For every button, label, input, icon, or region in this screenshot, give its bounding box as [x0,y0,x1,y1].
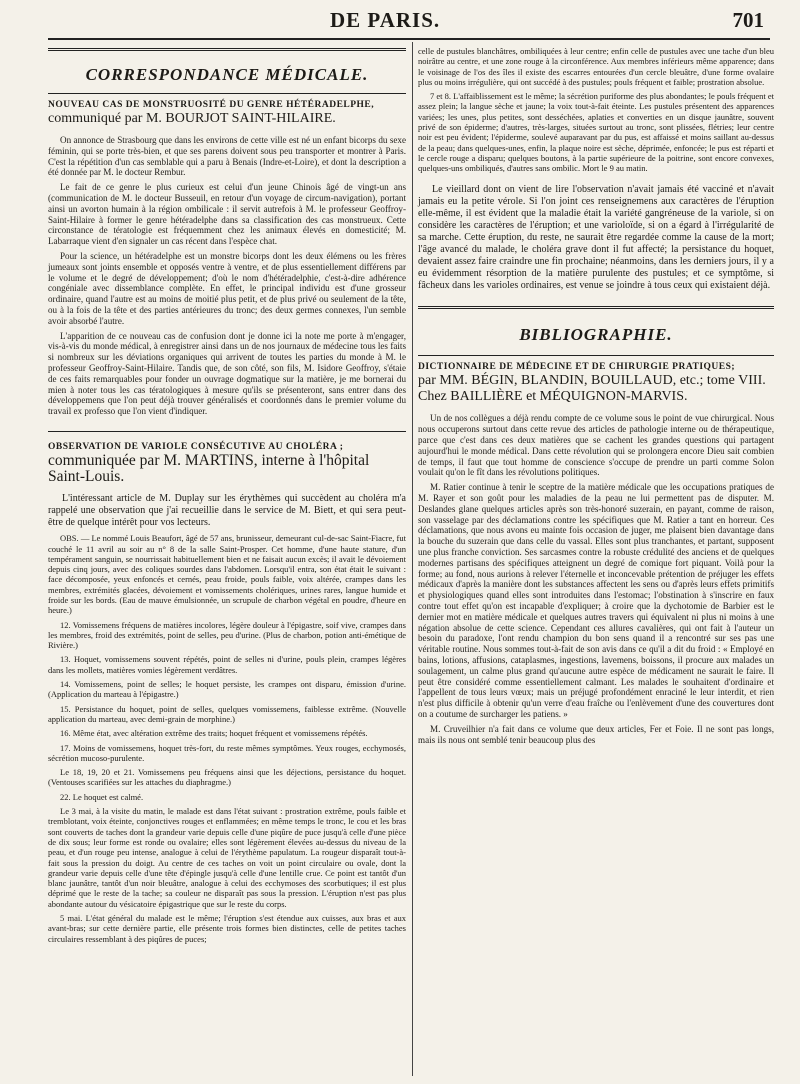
article1-kicker: NOUVEAU CAS DE MONSTRUOSITÉ DU GENRE HÉTÉRADELPHE, [48,100,375,110]
right-column [418,46,774,749]
section-rule-top [418,306,774,309]
bibliography-section [418,306,774,745]
section-rule [48,93,406,94]
article2-paragraph: 15. Persistance du hoquet, point de selles, quelques vomissemens, faiblesse extrême. (Nouvelle application du marteau, avec demi-grain de morphine.) [48,703,406,724]
article-separator [48,431,406,432]
running-head [0,6,800,34]
article2-paragraph: OBS. — Le nommé Louis Beaufort, âgé de 57 ans, brunisseur, demeurant cul-de-sac Saint-Fiacre, fut couché le 11 avril au soir au n° 8 de la salle Saint-Prosper. Cet homme, d'une haute stature, d'un tempérament sanguin, se nourrissait habituellement bien et ne faisait aucun excès; il avait le dévoiement depuis cinq jours, avec des coliques sourdes dans l'abdomen. Lorsqu'il entra, son état était le suivant : face décomposée, yeux enfoncés et cernés, peau froide, pouls faible, voix altérée, crampes dans les membres, extrémités glacées, dévoiement et vomissements cholériques, urines rares, langue humide et froide sur les bords. (Eau de mauve émulsionnée, un scrupule de charbon végétal en poudre, d'heure en heure.) [48,533,406,616]
article1-paragraph: Pour la science, un hétéradelphe est un monstre bicorps dont les deux élémens ou les frères jumeaux sont joints ensemble et opposés ventre à ventre, et de plus essentiellement différens par le volume et le degré de développement; d'où le nom d'hétéradelphie, c'est-à-dire adhérence congéniale avec dissemblance complète. En effet, le principal individu est d'une grosseur ordinaire, quand l'autre est au moins de moitié plus petit, et de plus privé ou seulement de la tête, ou à la fois de la tête et des parties antérieures du tronc; des deux germes connexes, l'un semble avoir absorbé l'autre. [48,250,406,326]
article2-byline: communiquée par M. MARTINS, interne à l'hôpital Saint-Louis. [48,451,370,485]
article2-lead: L'intéressant article de M. Duplay sur les érythèmes qui succèdent au choléra m'a rappelé une observation que j'ai recueillie dans le service de M. Biett, et qui sera peut-être de quelque intérêt pour vos lecteurs. [48,492,406,529]
article2-paragraph: 22. Le hoquet est calmé. [60,791,144,802]
article2-paragraph: 13. Hoquet, vomissemens souvent répétés, point de selles ni d'urine, pouls plein, crampes légères dans les mollets, matières vomies légèrement verdâtres. [48,654,406,675]
article2-paragraph: Le 3 mai, à la visite du matin, le malade est dans l'état suivant : prostration extrême, pouls faible et tremblotant, voix éteinte, conjonctives rouges et enflammées; en même temps le tronc, le cou et les bras sont couverts de taches dont la grandeur varie depuis celle d'une piqûre de puce jusqu'à celle d'une pièce de dix sous; leur forme est ronde ou ovalaire; elles sont légèrement élevées au-dessus du niveau de la peau, et d'un rouge peu intense, analogue à celui de l'érythème papulatum. La rougeur disparaît tout-à-fait sous la pression du doigt. Au centre de ces taches on voit un point circulaire ou ovale, dont la grandeur varie depuis celle d'une tête d'épingle jusqu'à celle d'une lentille crue. Ce point est tantôt d'un blanc jaunâtre, tantôt d'un noir bleuâtre, analogue à celui des ecchymoses des scorbutiques; il est plus déprimé que le reste de la tache; sa couleur ne disparaît pas sous la pression. L'éruption n'est pas plus abondante autour du vésicatoire épigastrique que sur le reste du corps. [48,806,406,909]
article1-paragraph: On annonce de Strasbourg que dans les environs de cette ville est né un enfant bicorps du sexe féminin, qui se porte très-bien, et que ses parens doivent sous peu transporter et montrer à Paris. C'est la répétition d'un cas semblable qui a paru à Benais (Indre-et-Loire), et dont la description a été donnée par M. le docteur Rembur. [48,135,406,178]
header-rule [48,38,770,40]
article1-paragraph: Le fait de ce genre le plus curieux est celui d'un jeune Chinois âgé de vingt-un ans (communication de M. le docteur Busseuil, en retour d'un voyage de circum-navigation), portant ainsi un avorton humain à la région ombilicale : il servit autrefois à M. le professeur Geoffroy-Saint-Hilaire à former le genre hétéradelphe dans sa classification des cas monstrueux. Cette circonstance de tératologie est fréquemment chez les animaux élevés en domesticité; M. Labarraque vient d'en signaler un cas récent dans l'espèce chat. [48,182,406,247]
left-column [48,46,406,948]
article1-paragraph: L'apparition de ce nouveau cas de confusion dont je donne ici la note me porte à m'engager, vis-à-vis du monde médical, à enregistrer ainsi dans un de nos journaux de médecine tous les faits si nombreux sur les déviations organiques qui arrivent de toutes les parties du monde à M. le professeur Geoffroy-Saint-Hilaire. Tandis que, de son côté, son fils, M. Isidore Geoffroy, s'étaie de ces faits remarquables pour fonder un ouvrage dogmatique sur la matière, je me bornerai du mien à noter tous les cas tératologiques à mesure qu'ils se présenteront, sans entrer dans des développemens que l'on peut déjà trouver généralisés et coordonnés dans le premier volume du travail ex professo que l'on vient d'indiquer. [48,330,406,417]
continuation-paragraph: 7 et 8. L'affaiblissement est le même; la sécrétion puriforme des plus abondantes; le pouls fréquent et assez plein; la langue sèche et jaune; la voix tout-à-fait éteinte. Les pustules présentent des apparences variées; les unes, plus petites, sont desséchées, aplaties et converties en un disque jaunâtre, souvent privé de son épiderme; d'autres, très-larges, situées surtout au tronc, sont plissées, flétries; leur centre noir est peu évident; l'épiderme, soulevé auparavant par du pus, est affaissé et moins saillant au-dessus de la peau; dans quelques-unes, enfin, la plaque noire est sèche, déprimée, enfoncée; le pus est réparti et le cercle rouge a disparu; quelques boutons, à la partie supérieure de la poitrine, sont encore convexes, quelques-uns ombiliqués, d'autres sans ombilic. Mort le 9 au matin. [418,91,774,174]
article2-paragraph: Le 18, 19, 20 et 21. Vomissemens peu fréquens ainsi que les déjections, persistance du hoquet. (Ventouses scarifiées sur les attaches du diaphragme.) [48,767,406,788]
article2-paragraph: 14. Vomissemens, point de selles; le hoquet persiste, les crampes ont disparu, émission d'urine. (Application du marteau à l'épigastre.) [48,679,406,700]
biblio-paragraph: M. Cruveilhier n'a fait dans ce volume que deux articles, Fer et Foie. Il ne sont pas longs, mais ils nous ont semblé tenir beaucoup plus des [418,723,774,745]
commentary-paragraph: Le vieillard dont on vient de lire l'observation n'avait jamais été vacciné et n'avait jamais eu la petite vérole. Si l'on joint ces renseignemens aux caractères de l'éruption elle-même, il est évident que la maladie était la variété gangréneuse de la variole, si on considère les caractères de l'éruption; et une varioloïde, si on a égard à l'irrégularité de sa marche. Cette éruption, du reste, ne saurait être regardée comme la cause de la mort; l'âge avancé du malade, le choléra grave dont il fut affecté; la persistance du hoquet, devaient assez faire craindre une fin prochaine; néanmoins, dans les derniers jours, il y a eu évidemment résorption de la matière purulente des pustules; et ce symptôme, si fâcheux dans les varioles ordinaires, est venue se joindre à tous ceux qui existaient déjà. [418,183,774,292]
article2-paragraph: 12. Vomissemens fréquens de matières incolores, légère douleur à l'épigastre, soif vive, crampes dans les membres, froid des extrémités, point de selles, peu d'urine. (Plus de charbon, potion anti-émétique de Rivière.) [48,619,406,651]
article2-paragraph: 5 mai. L'état général du malade est le même; l'éruption s'est étendue aux cuisses, aux bras et aux avant-bras; sur cette dernière partie, elle présente trois formes bien distinctes, celle de petites taches circulaires ressemblant à des piqûres de puces; [48,913,406,944]
biblio-kicker: DICTIONNAIRE DE MÉDECINE ET DE CHIRURGIE PRATIQUES; [418,362,736,373]
section-rule [418,355,774,356]
section-title-correspondance: CORRESPONDANCE MÉDICALE. [85,65,369,84]
section-title-bibliographie: BIBLIOGRAPHIE. [519,325,673,345]
biblio-paragraph: M. Ratier continue à tenir le sceptre de la matière médicale que les occupations pratiques de M. Rayer et son goût pour les maladies de la peau ne lui permettent pas de disputer. M. Deslandes glane quelques articles après son très-honoré suzerain, en payant, comme de raison, son vasselage par des déclamations contre les spécifiques que M. Ratier a tant en horreur. Ces déclamations, que nous avons eu mainte fois occasion de juger, me plaisent bien davantage dans la bouche du suzerain que dans celle du vassal. Elles sont plus tranchantes, et partant, supposent une plus franche conviction. Ses sarcasmes contre la robuste crédulité des anciens et de quelques modernes partisans des spécifiques atteignent un degré de comique fort piquant. Voilà pour la forme; au fond, nous aurions à relever l'éternelle et inconcevable prétention de préjuger les effets médicaux d'après la manière dont les substances affectent les sens ou d'après leurs effets primitifs et physiologiques quand elles sont introduites dans l'estomac; l'obstination à s'inscrire en faux contre tout effet qu'on est incapable d'expliquer; à croire que la dychotomie de Barbier est le dernier mot en matière médicale et quelques autres travers qui équivalent ni plus ni moins à une négation absolue de cette science. Cependant ces allures cavalières, qui ont fait à l'auteur un besoin du paradoxe, l'ont rendu champion du bon sens quand il a rencontré sur ses pas une véritable routine. Nous sommes tout-à-fait de son avis dans ce qu'il a dit du froid : « Employé en bains, lotions, affusions, cataplasmes, ingestions, lavemens, boissons, il procure aux malades un soulagement, un calme plus grand qu'aucune autre espèce de médicament ne saurait le faire. Il peut être considéré comme essentiellement calmant. Les malades le souhaitent d'ordinaire et l'appellent de tous leurs vœux; mais un préjugé profondément enraciné le leur interdit, et rien n'est plus difficile à obtenir qu'un verre d'eau fraîche ou l'enlèvement d'une des couvertures dont on a coutume de surcharger les patiens. » [418,482,774,719]
article2-kicker: OBSERVATION DE VARIOLE CONSÉCUTIVE AU CHOLÉRA ; [48,441,344,452]
article2-paragraph: 17. Moins de vomissemens, hoquet très-fort, du reste mêmes symptômes. Yeux rouges, ecchymosés, sécrétion mucoso-purulente. [48,742,406,763]
article1-byline: communiqué par M. BOURJOT SAINT-HILAIRE. [48,111,336,126]
page-number: 701 [732,8,764,32]
column-divider [412,42,413,1076]
article2-paragraph: 16. Même état, avec altération extrême des traits; hoquet fréquent et vomissemens répétés. [60,728,368,739]
continuation-paragraph: celle de pustules blanchâtres, ombiliquées à leur centre; enfin celle de pustules avec une tache d'un bleu noirâtre au centre, et une zone rouge à la circonférence. Aux membres inférieurs même apparence; dans le voisinage de l'os des îles il existe des escarres entourées d'un cercle bleuâtre, d'une forme ovalaire plus ou moins irrégulière, qui ont succédé à des pustules; pouls fréquent et faible; prostration absolue. [418,46,774,87]
biblio-paragraph: Un de nos collègues a déjà rendu compte de ce volume sous le point de vue chirurgical. Nous nous occuperons surtout dans cette revue des articles de pathologie interne ou de thérapeutique, parce que c'est dans ces deux matières que se cachent les grandes questions qui partagent aujourd'hui le monde médical. Dans cette révolution qui se prolongera encore Dieu sait combien de temps, il faut que tout homme de conscience s'occupe de prendre un parti comme Solon voulait qu'on le fît dans les révolutions politiques. [418,413,774,478]
biblio-byline: par MM. BÉGIN, BLANDIN, BOUILLAUD, etc.; tome VIII. Chez BAILLIÈRE et MÉQUIGNON-MARVIS. [418,373,766,405]
running-title: DE PARIS. [330,8,441,32]
section-rule-top [48,48,406,51]
